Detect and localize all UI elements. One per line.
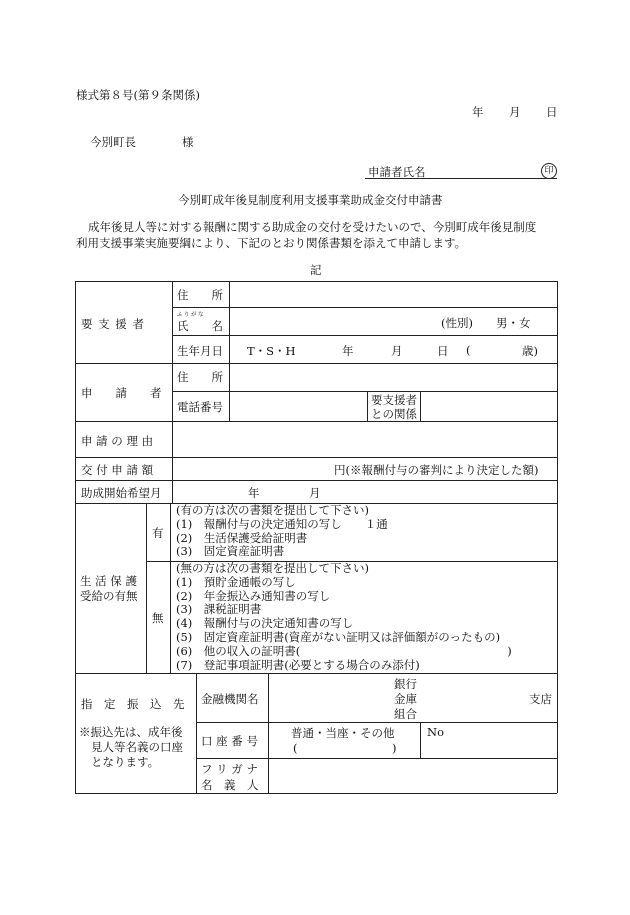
welfare-no-item: (3) 課税証明書 [176,602,262,617]
branch-label: 支店 [529,692,552,706]
holder-label: 名 義 人 [201,778,259,792]
welfare-yes-label[interactable]: 有 [152,526,164,540]
relation-label-1: 要支援者 [371,393,417,407]
start-month-label: 助成開始希望月 [81,486,162,500]
welfare-yes-list [176,504,388,559]
applicant-address-label: 住 所 [177,370,223,384]
applicant-name-label: 申請者氏名 [368,165,426,179]
applicant-phone-label: 電話番号 [177,400,223,414]
support-address-label: 住 所 [177,288,223,302]
addressee-suffix: 様 [182,135,194,149]
addressee: 今別町長 [90,135,136,149]
welfare-label-1: 生 活 保 護 [80,574,137,588]
welfare-yes-item: (有の方は次の書類を提出して下さい) [176,503,369,517]
welfare-no-item: (5) 固定資産証明書(資産がない証明又は評価額がのったもの) [176,629,501,644]
institution-label: 金融機関名 [201,692,259,706]
start-month-unit: 月 [309,486,321,500]
support-person-label: 要 支 援 者 [81,317,145,331]
welfare-yes-item: (2) 生活保護受給証明書 [176,530,308,545]
welfare-no-item: (6) 他の収入の証明書( ) [176,643,512,658]
support-name-label: 氏 名 [177,319,223,333]
account-number-label: 口 座 番 号 [201,734,258,748]
date-day: 日 [546,105,558,119]
birth-day-unit: 日 [437,344,449,358]
welfare-no-label[interactable]: 無 [152,611,164,625]
bank-note [79,725,183,770]
date-year: 年 [472,105,484,119]
start-year-unit: 年 [248,486,260,500]
support-name-furigana: ふりがな [177,312,206,318]
form-number: 様式第８号(第９条関係) [76,88,200,102]
date-month: 月 [509,105,521,119]
kana-label: フ リ ガ ナ [201,762,258,776]
bank-type-kumiai[interactable]: 組合 [394,707,417,721]
document-title: 今別町成年後見制度利用支援事業助成金交付申請書 [178,193,443,207]
welfare-no-item: (無の方は次の書類を提出して下さい) [176,561,369,575]
intro-line-2: 利用支援事業実施要綱により、下記のとおり関係書類を添えて申請します。 [76,236,467,250]
welfare-yes-item: (1) 報酬付与の決定通知の写し １通 [176,516,388,531]
intro-line-1: 成年後見人等に対する報酬に関する助成金の交付を受けたいので、今別町成年後見制度 [88,220,537,234]
welfare-label-2: 受給の有無 [80,589,138,603]
age-close: 歳) [522,344,538,358]
bank-type-shinkin[interactable]: 金庫 [394,692,417,706]
welfare-no-item: (7) 登記事項証明書(必要とする場合のみ添付) [176,657,420,672]
amount-note: 円(※報酬付与の審判により決定した額) [334,463,539,477]
welfare-yes-item: (3) 固定資産証明書 [176,544,285,559]
account-type-options[interactable]: 普通・当座・その他 [291,726,395,740]
welfare-no-list [176,562,512,672]
seal-mark: 印 [541,163,557,179]
bank-note-line-1: ※振込先は、成年後 [79,725,183,739]
birth-year-unit: 年 [342,344,354,358]
welfare-no-item: (2) 年金振込み通知書の写し [176,588,331,603]
account-paren-close: ) [392,741,397,755]
bank-section-label: 指 定 振 込 先 [81,697,185,711]
applicant-label: 申 請 者 [81,386,162,400]
intro-paragraph [76,219,556,251]
welfare-no-item: (1) 預貯金通帳の写し [176,574,296,589]
account-no-label: No [427,725,444,739]
relation-label-2: との関係 [371,407,417,421]
birthdate-label: 生年月日 [177,344,223,358]
bank-note-line-2: 見人等名義の口座 [91,740,183,754]
ki-label: 記 [310,263,322,277]
amount-label: 交 付 申 請 額 [81,463,154,477]
bank-note-line-3: となります。 [91,755,160,769]
applicant-name-underline [365,178,557,179]
account-paren-open: ( [293,741,298,755]
bank-type-bank[interactable]: 銀行 [394,677,417,691]
gender-label: (性別) [441,316,473,330]
era-options[interactable]: T・S・H [247,344,296,358]
age-open: ( [466,343,471,357]
gender-options[interactable]: 男・女 [496,316,531,330]
welfare-no-item: (4) 報酬付与の決定通知書の写し [176,616,354,631]
reason-label: 申 請 の 理 由 [81,434,154,448]
birth-month-unit: 月 [391,344,403,358]
